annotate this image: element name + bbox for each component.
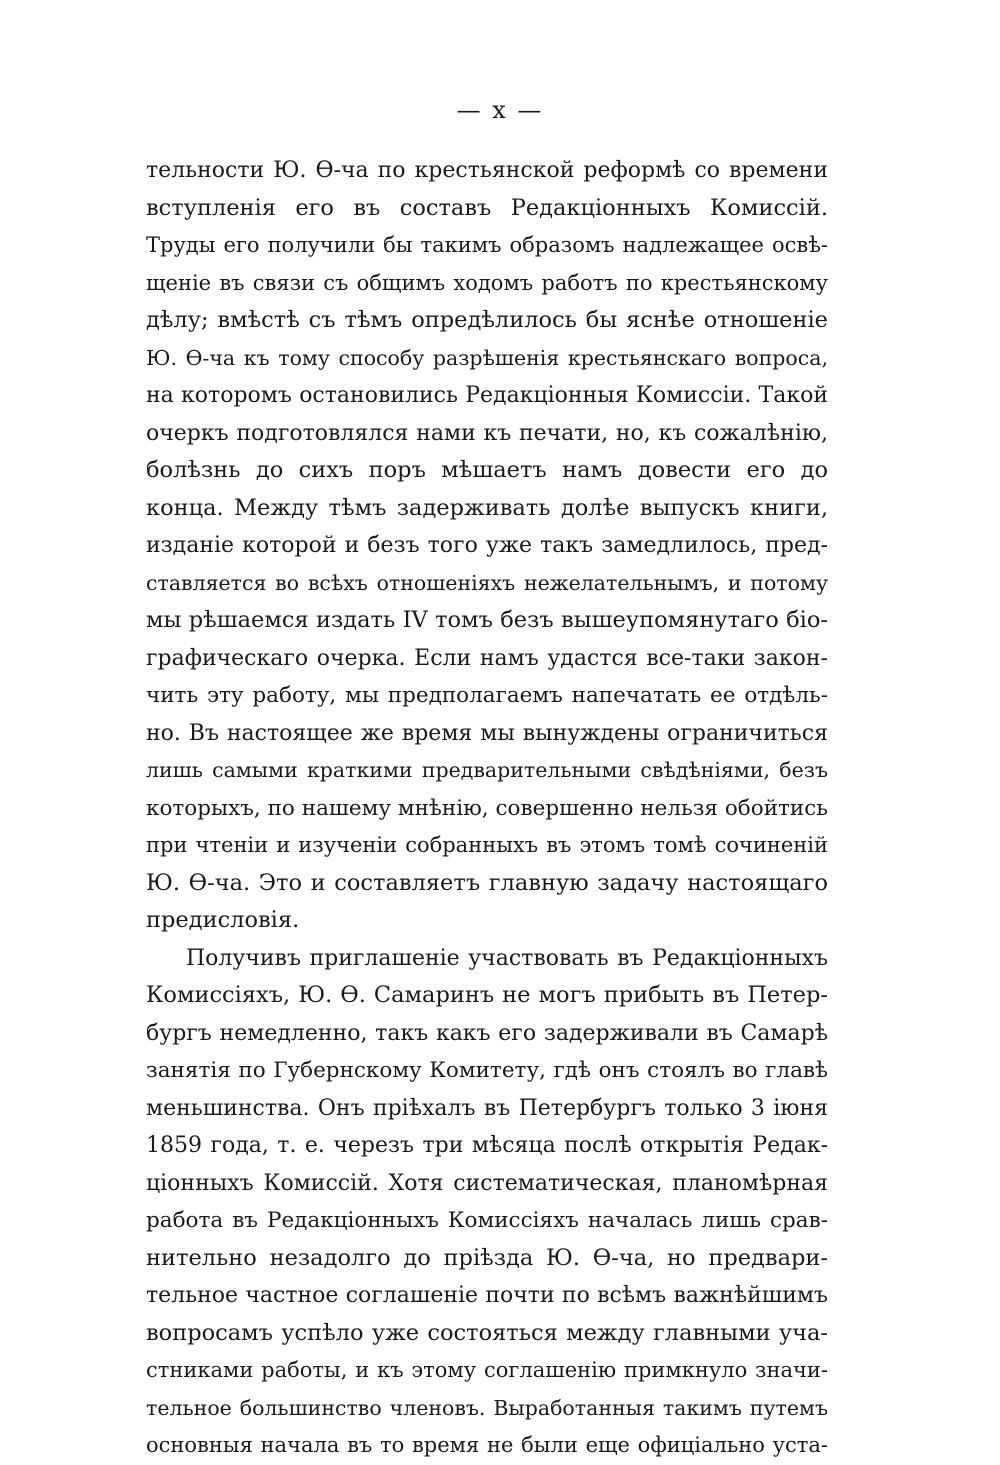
- text-line: на которомъ остановились Редакціонныя Комиссіи. Такой: [146, 383, 828, 408]
- text-line: тельное большинство членовъ. Выработанныя такимъ путемъ: [146, 1395, 828, 1420]
- text-line: ціонныхъ Комиссій. Хотя систематическая, планомѣрная: [146, 1170, 828, 1196]
- text-line: нительно незадолго до пріѣзда Ю. Ѳ-ча, но предвари-: [146, 1244, 828, 1271]
- text-line: меньшинства. Онъ пріѣхалъ въ Петербургъ только 3 іюня: [146, 1095, 828, 1121]
- text-line: Ю. Ѳ-ча. Это и составляетъ главную задачу настоящаго: [146, 869, 828, 896]
- text-line: дѣлу; вмѣстѣ съ тѣмъ опредѣлилось бы яснѣе отношеніе: [146, 307, 828, 333]
- text-line: вступленія его въ составъ Редакціонныхъ Комиссій.: [146, 194, 828, 221]
- text-line: тельности Ю. Ѳ-ча по крестьянской реформѣ со времени: [146, 158, 828, 183]
- text-line: чить эту работу, мы предполагаемъ напечатать ее отдѣль-: [146, 683, 828, 708]
- text-line: графическаго очерка. Если намъ удастся все-таки закон-: [146, 645, 828, 671]
- text-line: щеніе въ связи съ общимъ ходомъ работъ по крестьянскому: [146, 270, 828, 295]
- text-line: лишь самыми краткими предварительными свѣдѣніями, безъ: [146, 758, 828, 782]
- text-line: конца. Между тѣмъ задерживать долѣе выпускъ книги,: [146, 494, 828, 521]
- paragraph-end-line: предисловія.: [146, 907, 300, 933]
- text-line: болѣзнь до сихъ поръ мѣшаетъ намъ довести его до: [146, 457, 828, 483]
- text-line: 1859 года, т. е. черезъ три мѣсяца послѣ открытія Редак-: [146, 1133, 828, 1158]
- text-line: ставляется во всѣхъ отношеніяхъ нежелательнымъ, и потому: [146, 570, 828, 595]
- paragraph-start-line: Получивъ приглашеніе участвовать въ Редакціонныхъ: [186, 945, 828, 971]
- text-line: бургъ немедленно, такъ какъ его задерживали въ Самарѣ: [146, 1020, 828, 1046]
- text-line: основныя начала въ то время не были еще офиціально уста-: [146, 1433, 828, 1457]
- text-line: мы рѣшаемся издать IV томъ безъ вышеупомянутаго біо-: [146, 607, 828, 633]
- text-line: занятія по Губернскому Комитету, гдѣ онъ стоялъ во главѣ: [146, 1058, 828, 1083]
- text-line: при чтеніи и изученіи собранныхъ въ этомъ томѣ сочиненій: [146, 833, 828, 857]
- text-line: Комиссіяхъ, Ю. Ѳ. Самаринъ не могъ прибыть въ Петер-: [146, 982, 828, 1008]
- body-text: [146, 152, 828, 1465]
- text-line: работа въ Редакціонныхъ Комиссіяхъ началась лишь срав-: [146, 1208, 828, 1233]
- text-line: стниками работы, и къ этому соглашенію примкнуло значи-: [146, 1358, 828, 1382]
- text-line: вопросамъ успѣло уже состояться между главными уча-: [146, 1319, 828, 1346]
- text-line: Ю. Ѳ-ча къ тому способу разрѣшенія крестьянскаго вопроса,: [146, 345, 828, 370]
- page-number: — x —: [456, 96, 544, 124]
- text-line: очеркъ подготовлялся нами къ печати, но, къ сожалѣнію,: [146, 420, 828, 446]
- text-line: но. Въ настоящее же время мы вынуждены ограничиться: [146, 720, 828, 746]
- text-line: которыхъ, по нашему мнѣнію, совершенно нельзя обойтись: [146, 795, 828, 821]
- text-line: Труды его получили бы такимъ образомъ надлежащее освѣ-: [146, 233, 828, 257]
- text-line: изданіе которой и безъ того уже такъ замедлилось, пред-: [146, 533, 828, 558]
- text-line: тельное частное соглашеніе почти по всѣмъ важнѣйшимъ: [146, 1283, 828, 1308]
